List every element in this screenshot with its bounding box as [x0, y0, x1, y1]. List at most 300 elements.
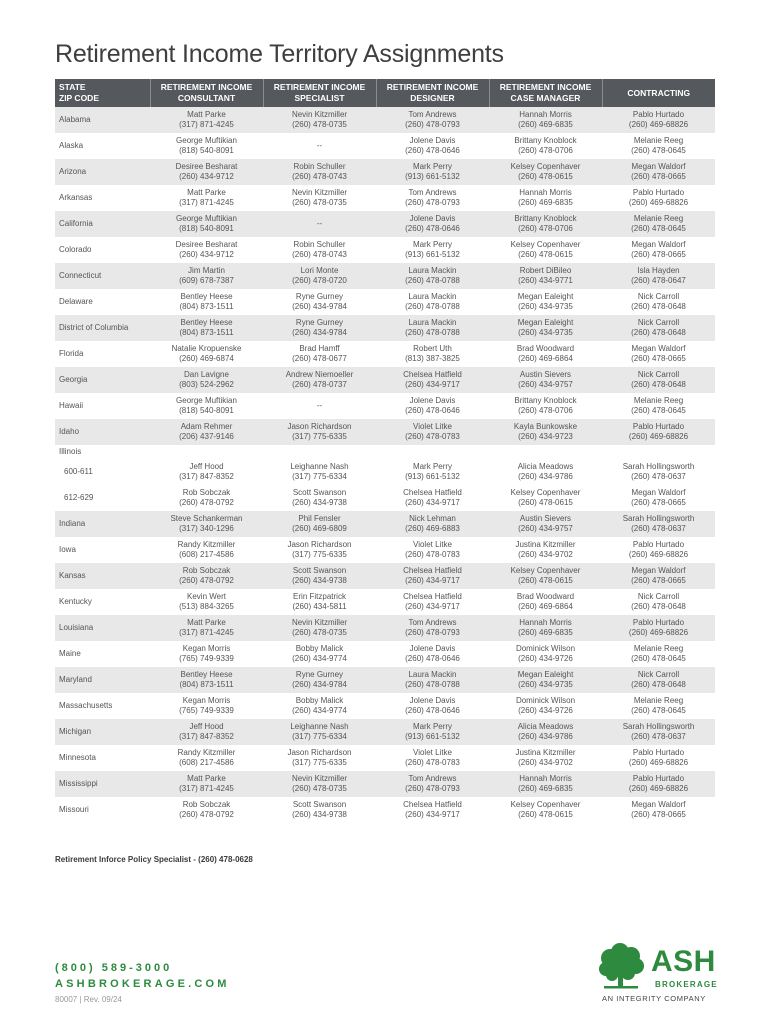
contact-phone: (260) 478-0645 [631, 406, 686, 415]
contact-cell [150, 771, 263, 797]
contact-phone: (804) 873-1511 [179, 302, 234, 311]
contact-name: Brittany Knoblock [514, 214, 577, 223]
contact-cell [376, 341, 489, 367]
table-body [55, 107, 715, 823]
contact-cell [150, 693, 263, 719]
contact-name: Erin Fitzpatrick [293, 592, 346, 601]
contact-cell [602, 341, 715, 367]
state-cell: Georgia [55, 367, 150, 393]
contact-phone: (260) 478-0648 [631, 380, 686, 389]
contact-phone: (260) 434-9702 [518, 550, 573, 559]
empty-cell [150, 445, 263, 459]
contact-phone: (260) 478-0706 [518, 224, 573, 233]
contact-name: Kelsey Copenhaver [510, 162, 581, 171]
contact-name: Justina Kitzmiller [515, 540, 576, 549]
contact-cell [150, 107, 263, 133]
contact-name: Nick Carroll [637, 592, 680, 601]
contact-name: Laura Mackin [408, 292, 457, 301]
contact-name: Nick Carroll [637, 318, 680, 327]
contact-phone: (260) 478-0793 [405, 784, 460, 793]
contact-cell [263, 185, 376, 211]
contact-name: Megan Waldorf [631, 344, 686, 353]
contact-name: Steve Schankerman [170, 514, 243, 523]
contact-name: Kelsey Copenhaver [510, 240, 581, 249]
contact-phone: (260) 478-0648 [631, 302, 686, 311]
contact-phone: (260) 478-0793 [405, 120, 460, 129]
contact-cell [602, 211, 715, 237]
contact-cell [263, 719, 376, 745]
contact-name: Natalie Kropuenske [171, 344, 242, 353]
contact-cell [376, 237, 489, 263]
contact-cell [376, 485, 489, 511]
contact-name: Matt Parke [187, 618, 226, 627]
table-row [55, 745, 715, 771]
contact-name: Austin Sievers [519, 514, 572, 523]
contact-phone: (260) 469-6874 [179, 354, 234, 363]
contact-cell [376, 211, 489, 237]
contact-name: Nevin Kitzmiller [291, 188, 348, 197]
contact-name: Pablo Hurtado [632, 748, 685, 757]
contact-phone: (260) 478-0615 [518, 576, 573, 585]
contact-name: Ryne Gurney [295, 670, 344, 679]
contact-phone: (260) 469-68826 [628, 758, 689, 767]
contact-name: Laura Mackin [408, 266, 457, 275]
contact-cell [150, 615, 263, 641]
contact-name: Jolene Davis [409, 136, 456, 145]
contact-cell [602, 159, 715, 185]
contact-phone: (913) 661-5132 [405, 732, 460, 741]
contact-cell [489, 563, 602, 589]
table-row [55, 719, 715, 745]
contact-name: Robin Schuller [293, 240, 346, 249]
state-cell: Illinois [59, 447, 82, 456]
contact-phone: (260) 478-0647 [631, 276, 686, 285]
contact-phone: (317) 775-6335 [292, 550, 347, 559]
contact-name: Austin Sievers [519, 370, 572, 379]
contact-cell [150, 511, 263, 537]
contact-cell [150, 589, 263, 615]
logo-tagline: AN INTEGRITY COMPANY [602, 994, 706, 1003]
contact-name: Jason Richardson [287, 422, 352, 431]
contact-name: Dominick Wilson [515, 644, 576, 653]
contact-phone: (260) 434-9771 [518, 276, 573, 285]
contact-phone: (260) 434-9717 [405, 810, 460, 819]
table-row [55, 263, 715, 289]
state-cell: Idaho [55, 419, 150, 445]
contact-name: Lori Monte [300, 266, 339, 275]
contact-cell [263, 159, 376, 185]
table-row [55, 185, 715, 211]
contact-phone: (260) 478-0615 [518, 250, 573, 259]
contact-name: Matt Parke [187, 774, 226, 783]
contact-phone: (260) 469-68826 [628, 784, 689, 793]
contact-name: Brad Hamff [299, 344, 340, 353]
contact-name: Rob Sobczak [182, 488, 231, 497]
contact-cell [489, 797, 602, 823]
contact-cell [489, 419, 602, 445]
contact-cell [602, 667, 715, 693]
contact-name: Nevin Kitzmiller [291, 618, 348, 627]
state-cell: Kansas [55, 563, 150, 589]
contact-name: Jeff Hood [189, 722, 224, 731]
contact-phone: (260) 434-9726 [518, 654, 573, 663]
contact-cell [602, 693, 715, 719]
contact-name: George Muftikian [176, 396, 237, 405]
contact-phone: (260) 469-68826 [628, 120, 689, 129]
contact-name: Jim Martin [188, 266, 225, 275]
contact-cell [602, 589, 715, 615]
table-header-row [55, 79, 715, 107]
table-row [55, 419, 715, 445]
state-cell: Alabama [55, 107, 150, 133]
contact-name: Mark Perry [412, 240, 453, 249]
contact-phone: (260) 478-0665 [631, 810, 686, 819]
state-cell: California [55, 211, 150, 237]
contact-name: Megan Waldorf [631, 162, 686, 171]
contact-cell [602, 393, 715, 419]
contact-phone: (317) 775-6335 [292, 758, 347, 767]
contact-phone: (206) 437-9146 [179, 432, 234, 441]
state-cell: Kentucky [59, 597, 92, 606]
contact-phone: (260) 434-9717 [405, 380, 460, 389]
contact-cell [376, 315, 489, 341]
contact-name: Melanie Reeg [633, 136, 684, 145]
contact-cell [489, 315, 602, 341]
contact-name: Mark Perry [412, 162, 453, 171]
contact-phone: (260) 478-0706 [518, 146, 573, 155]
header-contracting: CONTRACTING [602, 79, 715, 107]
contact-phone: (260) 478-0788 [405, 328, 460, 337]
contact-phone: (765) 749-9339 [179, 654, 234, 663]
contact-phone: (260) 478-0615 [518, 172, 573, 181]
contact-cell [489, 511, 602, 537]
contact-name: Megan Ealeight [517, 670, 574, 679]
contact-cell [150, 393, 263, 419]
contact-phone: (317) 775-6335 [292, 432, 347, 441]
state-cell: Iowa [59, 545, 76, 554]
contact-cell [489, 719, 602, 745]
contact-name: Nick Lehman [409, 514, 456, 523]
contact-name: Violet Litke [413, 540, 452, 549]
contact-phone: (260) 434-9784 [292, 680, 347, 689]
contact-name: Jolene Davis [409, 644, 456, 653]
page-title: Retirement Income Territory Assignments [55, 40, 504, 68]
state-cell: Maryland [55, 667, 150, 693]
contact-cell [150, 459, 263, 485]
contact-phone: (260) 478-0648 [631, 328, 686, 337]
contact-cell [263, 667, 376, 693]
contact-phone: (260) 478-0646 [405, 146, 460, 155]
contact-cell [489, 133, 602, 159]
contact-cell [602, 641, 715, 667]
contact-phone: (260) 434-9702 [518, 758, 573, 767]
contact-name: Tom Andrews [408, 774, 457, 783]
contact-phone: (260) 469-6864 [518, 602, 573, 611]
header-state-zip: STATE ZIP CODE [55, 79, 150, 107]
table-row [55, 693, 715, 719]
contact-phone: (260) 469-68826 [628, 432, 689, 441]
contact-phone: (260) 469-6835 [518, 628, 573, 637]
contact-name: Ryne Gurney [295, 318, 344, 327]
contact-phone: (317) 847-8352 [179, 472, 234, 481]
contact-name: Robert DiBileo [519, 266, 572, 275]
contact-cell [150, 797, 263, 823]
contact-cell [263, 419, 376, 445]
state-cell: Delaware [59, 297, 93, 306]
contact-cell [489, 459, 602, 485]
contact-name: Megan Waldorf [631, 488, 686, 497]
contact-phone: (260) 478-0737 [292, 380, 347, 389]
contact-cell [489, 641, 602, 667]
contact-name: Nevin Kitzmiller [291, 774, 348, 783]
contact-cell [489, 393, 602, 419]
contact-cell [376, 107, 489, 133]
contact-phone: (260) 478-0735 [292, 198, 347, 207]
logo-brokerage-word: BROKERAGE [655, 980, 718, 989]
contact-cell [602, 367, 715, 393]
contact-name: Melanie Reeg [633, 696, 684, 705]
contact-name: Desiree Besharat [175, 240, 238, 249]
contact-cell [263, 589, 376, 615]
contact-phone: (260) 478-0665 [631, 576, 686, 585]
contact-phone: (260) 434-9738 [292, 576, 347, 585]
contact-phone: (260) 478-0743 [292, 250, 347, 259]
contact-phone: (260) 434-9726 [518, 706, 573, 715]
contact-phone: (260) 434-9786 [518, 732, 573, 741]
contact-cell [376, 511, 489, 537]
contact-name: Chelsea Hatfield [403, 488, 462, 497]
contact-phone: (818) 540-8091 [179, 224, 234, 233]
contact-phone: (260) 434-5811 [292, 602, 347, 611]
contact-name: Andrew Niemoeller [285, 370, 354, 379]
contact-cell [376, 719, 489, 745]
contact-phone: (608) 217-4586 [179, 758, 234, 767]
header-consultant: RETIREMENT INCOME CONSULTANT [150, 79, 263, 107]
table-row [55, 511, 715, 537]
contact-cell [263, 537, 376, 563]
empty-cell [602, 445, 715, 459]
contact-name: Dominick Wilson [515, 696, 576, 705]
header-designer: RETIREMENT INCOME DESIGNER [376, 79, 489, 107]
contact-cell [489, 693, 602, 719]
contact-name: Violet Litke [413, 422, 452, 431]
contact-cell [602, 719, 715, 745]
contact-name: Jeff Hood [189, 462, 224, 471]
contact-name: Matt Parke [187, 110, 226, 119]
contact-name: Brad Woodward [516, 592, 575, 601]
contact-name: Bentley Heese [180, 670, 233, 679]
contact-name: Randy Kitzmiller [177, 540, 236, 549]
contact-name: Bobby Malick [295, 696, 344, 705]
contact-phone: (260) 469-6809 [292, 524, 347, 533]
footer-phone: (800) 589-3000 [55, 962, 173, 974]
contact-phone: (260) 478-0665 [631, 250, 686, 259]
contact-name: Hannah Morris [519, 188, 572, 197]
contact-cell [602, 185, 715, 211]
contact-name: Sarah Hollingsworth [622, 514, 695, 523]
contact-name: -- [316, 219, 323, 228]
contact-name: George Muftikian [176, 136, 237, 145]
contact-name: -- [316, 401, 323, 410]
contact-phone: (317) 871-4245 [179, 120, 234, 129]
contact-cell [489, 289, 602, 315]
contact-name: George Muftikian [176, 214, 237, 223]
contact-phone: (260) 434-9723 [518, 432, 573, 441]
contact-name: Leighanne Nash [290, 462, 349, 471]
contact-phone: (260) 478-0646 [405, 406, 460, 415]
contact-phone: (260) 478-0645 [631, 224, 686, 233]
contact-name: Dan Lavigne [184, 370, 229, 379]
contact-name: Tom Andrews [408, 618, 457, 627]
contact-phone: (260) 434-9735 [518, 302, 573, 311]
contact-name: Melanie Reeg [633, 644, 684, 653]
table-row [55, 797, 715, 823]
contact-cell [263, 615, 376, 641]
contact-name: Chelsea Hatfield [403, 566, 462, 575]
contact-cell [489, 159, 602, 185]
contact-phone: (260) 434-9735 [518, 680, 573, 689]
contact-phone: (813) 387-3825 [405, 354, 460, 363]
contact-cell [489, 263, 602, 289]
contact-name: Nick Carroll [637, 292, 680, 301]
contact-name: Bentley Heese [180, 318, 233, 327]
contact-cell [263, 211, 376, 237]
table-row [55, 641, 715, 667]
contact-cell [376, 419, 489, 445]
contact-phone: (260) 478-0788 [405, 276, 460, 285]
contact-name: Jason Richardson [287, 748, 352, 757]
contact-phone: (260) 478-0646 [405, 706, 460, 715]
contact-name: Hannah Morris [519, 774, 572, 783]
contact-phone: (317) 871-4245 [179, 784, 234, 793]
state-cell: Alaska [59, 141, 84, 150]
contact-name: Rob Sobczak [182, 800, 231, 809]
table-row [55, 589, 715, 615]
contact-phone: (260) 478-0615 [518, 498, 573, 507]
contact-cell [263, 641, 376, 667]
contact-cell [150, 537, 263, 563]
contact-name: Randy Kitzmiller [177, 748, 236, 757]
contact-name: -- [316, 141, 323, 150]
contact-cell [263, 107, 376, 133]
contact-name: Rob Sobczak [182, 566, 231, 575]
contact-phone: (260) 469-6835 [518, 120, 573, 129]
contact-name: Kelsey Copenhaver [510, 566, 581, 575]
state-cell: Indiana [55, 511, 150, 537]
contact-cell [602, 537, 715, 563]
territory-table [55, 79, 715, 823]
table-row [55, 237, 715, 263]
contact-cell [263, 367, 376, 393]
contact-name: Kegan Morris [182, 644, 231, 653]
contact-name: Scott Swanson [292, 566, 347, 575]
contact-cell [602, 745, 715, 771]
contact-phone: (260) 478-0743 [292, 172, 347, 181]
table-row [55, 445, 715, 459]
contact-cell [263, 745, 376, 771]
table-row [55, 133, 715, 159]
contact-cell [150, 419, 263, 445]
state-cell: Colorado [59, 245, 92, 254]
contact-name: Jolene Davis [409, 396, 456, 405]
state-cell: Michigan [55, 719, 150, 745]
contact-phone: (260) 478-0637 [631, 472, 686, 481]
contact-name: Pablo Hurtado [632, 422, 685, 431]
contact-phone: (260) 478-0783 [405, 758, 460, 767]
contact-cell [150, 563, 263, 589]
header-case-manager: RETIREMENT INCOME CASE MANAGER [489, 79, 602, 107]
contact-phone: (913) 661-5132 [405, 250, 460, 259]
contact-phone: (260) 434-9712 [179, 250, 234, 259]
contact-cell [489, 237, 602, 263]
contact-name: Kayla Bunkowske [513, 422, 578, 431]
contact-phone: (260) 478-0792 [179, 576, 234, 585]
contact-phone: (260) 478-0735 [292, 784, 347, 793]
contact-phone: (260) 469-6864 [518, 354, 573, 363]
contact-name: Pablo Hurtado [632, 110, 685, 119]
contact-phone: (803) 524-2962 [179, 380, 234, 389]
contact-name: Isla Hayden [637, 266, 680, 275]
contact-name: Brittany Knoblock [514, 396, 577, 405]
contact-phone: (260) 434-9717 [405, 602, 460, 611]
contact-phone: (260) 478-0637 [631, 732, 686, 741]
contact-name: Tom Andrews [408, 188, 457, 197]
contact-name: Megan Waldorf [631, 800, 686, 809]
contact-cell [150, 133, 263, 159]
contact-name: Robin Schuller [293, 162, 346, 171]
contact-cell [150, 211, 263, 237]
contact-cell [263, 485, 376, 511]
contact-name: Violet Litke [413, 748, 452, 757]
contact-name: Mark Perry [412, 462, 453, 471]
contact-name: Nevin Kitzmiller [291, 110, 348, 119]
contact-name: Chelsea Hatfield [403, 800, 462, 809]
contact-cell [150, 641, 263, 667]
contact-cell [489, 615, 602, 641]
state-cell: Missouri [59, 805, 89, 814]
contact-phone: (260) 469-6835 [518, 198, 573, 207]
contact-phone: (260) 434-9738 [292, 498, 347, 507]
state-cell: Arkansas [59, 193, 93, 202]
contact-cell [602, 459, 715, 485]
contact-cell [150, 341, 263, 367]
contact-cell [376, 185, 489, 211]
contact-cell [263, 341, 376, 367]
state-cell: Mississippi [55, 771, 150, 797]
contact-phone: (609) 678-7387 [179, 276, 234, 285]
contact-cell [376, 641, 489, 667]
contact-name: Scott Swanson [292, 488, 347, 497]
contact-cell [602, 615, 715, 641]
contact-cell [376, 693, 489, 719]
contact-name: Megan Waldorf [631, 566, 686, 575]
contact-cell [602, 419, 715, 445]
contact-name: Megan Ealeight [517, 318, 574, 327]
state-cell: Arizona [55, 159, 150, 185]
contact-phone: (260) 478-0783 [405, 550, 460, 559]
contact-phone: (260) 434-9774 [292, 706, 347, 715]
table-row [55, 289, 715, 315]
contact-cell [602, 107, 715, 133]
contact-phone: (913) 661-5132 [405, 172, 460, 181]
contact-phone: (260) 478-0665 [631, 498, 686, 507]
contact-cell [376, 771, 489, 797]
contact-cell [489, 107, 602, 133]
contact-phone: (260) 478-0648 [631, 680, 686, 689]
contact-phone: (260) 478-0706 [518, 406, 573, 415]
contact-phone: (513) 884-3265 [179, 602, 234, 611]
table-row [55, 341, 715, 367]
